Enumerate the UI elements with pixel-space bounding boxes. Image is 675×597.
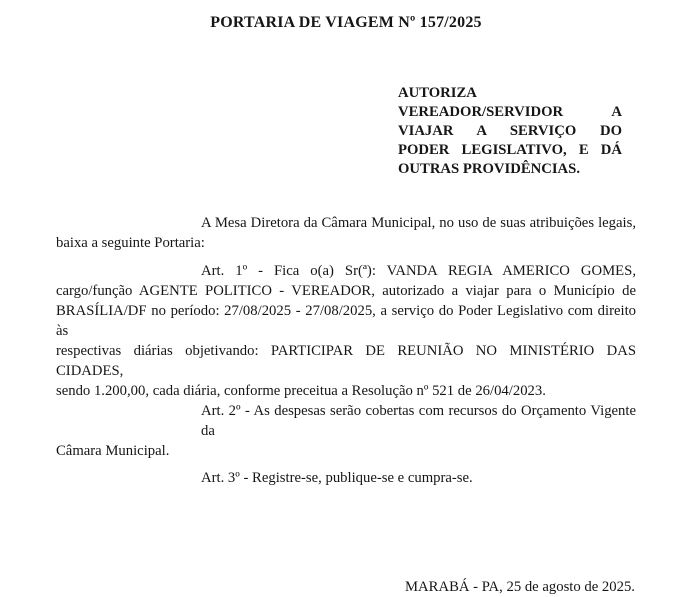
article-2-paragraph <box>56 401 636 461</box>
text-line: Art. 1º - Fica o(a) Sr(ª): VANDA REGIA AMERICO GOMES, <box>201 263 636 279</box>
text-line: BRASÍLIA/DF no período: 27/08/2025 - 27/08/2025, a serviço do Poder Legislativo com direito às <box>56 303 636 339</box>
text-line: baixa a seguinte Portaria: <box>56 235 205 251</box>
text-line: OUTRAS PROVIDÊNCIAS. <box>398 161 580 177</box>
document-content <box>0 14 675 597</box>
place-date-line: MARABÁ - PA, 25 de agosto de 2025. <box>405 579 635 595</box>
epigraph <box>398 84 622 179</box>
text-line: Art. 2º - As despesas serão cobertas com recursos do Orçamento Vigente da <box>201 403 636 439</box>
document-page <box>0 14 675 595</box>
text-line: PODER LEGISLATIVO, E DÁ <box>398 142 622 158</box>
article-3-paragraph <box>56 468 636 488</box>
preamble-paragraph <box>56 213 636 253</box>
text-line: cargo/função AGENTE POLITICO - VEREADOR, autorizado a viajar para o Município de <box>56 283 636 299</box>
text-line: Câmara Municipal. <box>56 443 170 459</box>
text-line: VEREADOR/SERVIDOR A <box>398 104 622 120</box>
document-title: PORTARIA DE VIAGEM Nº 157/2025 <box>210 14 482 31</box>
text-line: AUTORIZA <box>398 85 477 101</box>
text-line: A Mesa Diretora da Câmara Municipal, no uso de suas atribuições legais, <box>201 215 636 231</box>
text-line: sendo 1.200,00, cada diária, conforme preceitua a Resolução nº 521 de 26/04/2023. <box>56 383 546 399</box>
text-line: Art. 3º - Registre-se, publique-se e cumpra-se. <box>201 470 473 486</box>
text-line: respectivas diárias objetivando: PARTICIPAR DE REUNIÃO NO MINISTÉRIO DAS CIDADES, <box>56 343 636 379</box>
text-line: VIAJAR A SERVIÇO DO <box>398 123 622 139</box>
article-1-paragraph <box>56 261 636 401</box>
